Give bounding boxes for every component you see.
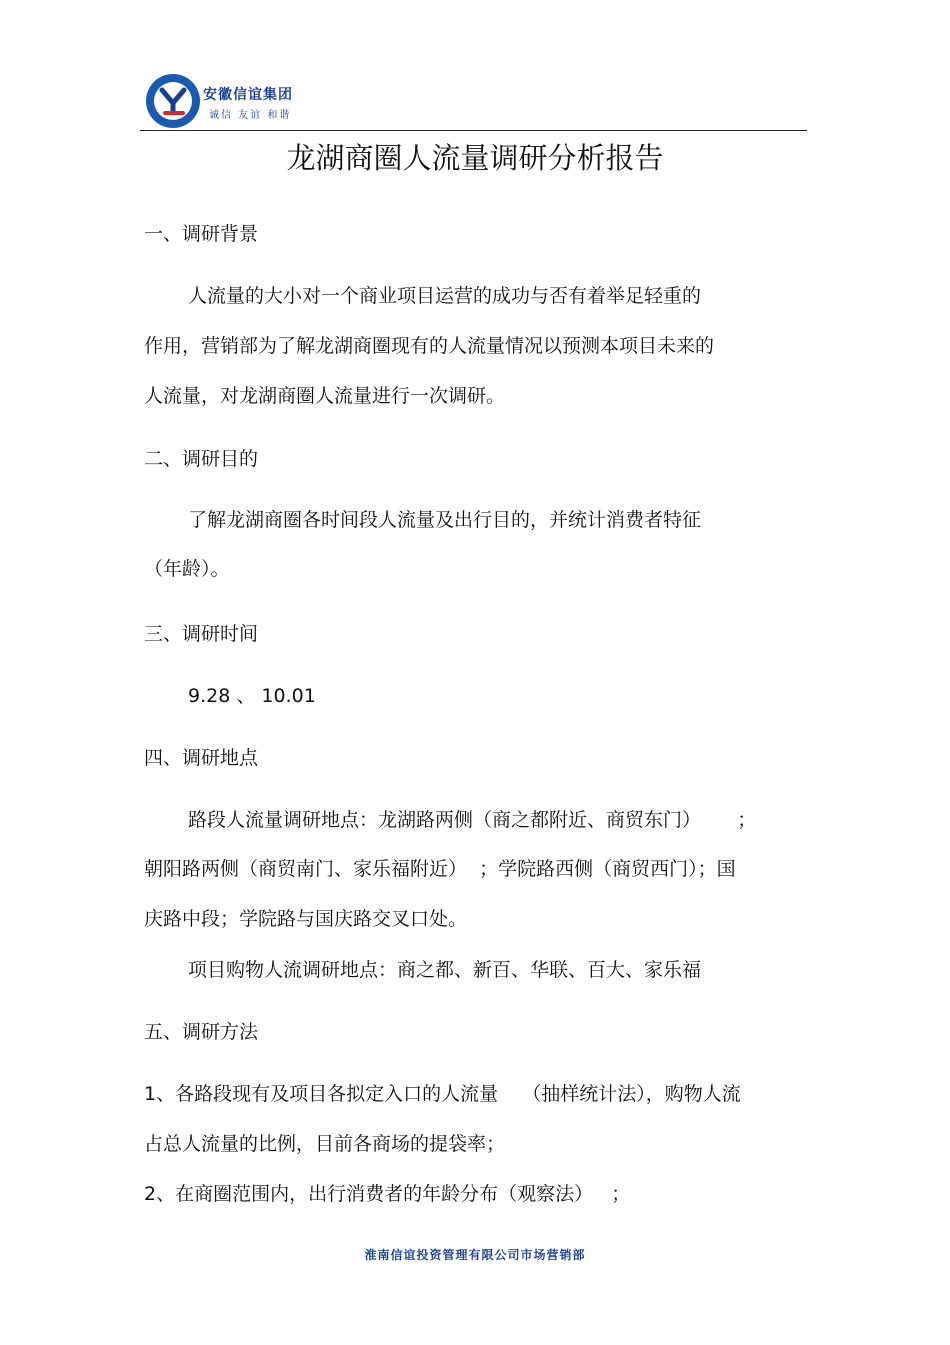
paragraph-line: 路段人流量调研地点：龙湖路两侧（商之都附近、商贸东门） ； <box>188 809 757 831</box>
list-item-continuation: 占总人流量的比例，目前各商场的提袋率； <box>144 1133 506 1155</box>
paragraph-line: 作用，营销部为了解龙湖商圈现有的人流量情况以预测本项目未来的 <box>144 335 715 357</box>
section-heading-location: 四、调研地点 <box>144 747 259 769</box>
paragraph-line: 人流量的大小对一个商业项目运营的成功与否有着举足轻重的 <box>188 285 702 307</box>
paragraph-line: 人流量，对龙湖商圈人流量进行一次调研。 <box>144 385 506 407</box>
paragraph-line: 朝阳路两侧（商贸南门、家乐福附近） ；学院路西侧（商贸西门）；国 <box>144 858 736 880</box>
page-footer: 淮南信谊投资管理有限公司市场营销部 <box>364 1248 586 1262</box>
paragraph-line: 了解龙湖商圈各时间段人流量及出行目的，并统计消费者特征 <box>188 509 702 531</box>
section-heading-background: 一、调研背景 <box>144 223 259 245</box>
paragraph-line: 庆路中段；学院路与国庆路交叉口处。 <box>144 908 468 930</box>
document-title: 龙湖商圈人流量调研分析报告 <box>286 141 664 175</box>
paragraph-line: （年龄）。 <box>144 558 230 580</box>
survey-dates: 9.28 、 10.01 <box>188 685 316 707</box>
section-heading-time: 三、调研时间 <box>144 623 259 645</box>
letterhead <box>145 70 807 130</box>
company-slogan: 诚信 友谊 和谐 <box>209 110 292 121</box>
paragraph-line: 项目购物人流调研地点：商之都、新百、华联、百大、家乐福 <box>188 959 702 981</box>
section-heading-purpose: 二、调研目的 <box>144 448 259 470</box>
company-name: 安徽信谊集团 <box>203 87 293 103</box>
header-divider <box>140 130 807 131</box>
list-item: 1、各路段现有及项目各拟定入口的人流量 （抽样统计法），购物人流 <box>144 1083 741 1105</box>
section-heading-method: 五、调研方法 <box>144 1021 259 1043</box>
list-item: 2、在商圈范围内，出行消费者的年龄分布（观察法） ； <box>144 1183 631 1205</box>
company-logo-icon <box>145 73 201 129</box>
